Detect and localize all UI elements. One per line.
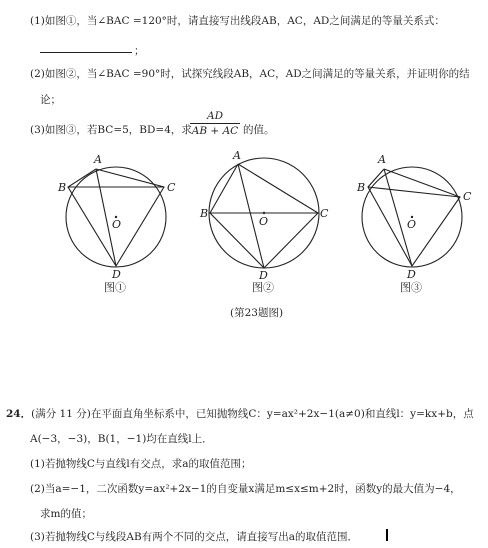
q24-part2-line1: (2)当a=−1，二次函数y=ax²+2x−1的自变量x满足m≤x≤m+2时，函数y的最大值为−4， (30, 483, 461, 495)
fig1-label-b: B (58, 181, 67, 194)
fig3-label-b: B (357, 181, 366, 194)
q24-part3: (3)若抛物线C与线段AB有两个不同的交点，请直接写出a的取值范围． (30, 531, 358, 543)
fig2-label-b: B (200, 207, 209, 220)
q23-part2-line2: 论； (40, 94, 61, 106)
q23-part1: (1)如图①，当∠BAC =120°时，请直接写出线段AB，AC，AD之间满足的等量关系式： (30, 15, 445, 27)
q23-answer-blank[interactable] (40, 52, 132, 53)
fraction-denominator: AB + AC (191, 125, 239, 137)
q24-part1: (1)若抛物线C与直线l有交点，求a的取值范围； (30, 458, 252, 470)
fig3-label-a: A (378, 153, 386, 166)
q24-line1 (6, 406, 474, 421)
q24-part2-line2: 求m的值； (40, 508, 92, 520)
q23-part3-fraction (190, 110, 240, 137)
fraction-numerator: AD (206, 110, 223, 122)
fig1-label-d: D (112, 268, 121, 281)
fig1-label-a: A (94, 153, 102, 166)
fig2-label-o: O (259, 215, 269, 228)
fig2-label-c: C (320, 207, 329, 220)
q23-part1-end: ； (134, 45, 145, 57)
fig2-center-dot (263, 212, 265, 214)
q23-part3-suffix: 的值。 (243, 124, 275, 136)
fig1-label-c: C (167, 181, 176, 194)
fig1-caption: 图① (104, 281, 126, 294)
fraction-bar (190, 123, 240, 124)
fig3-caption: 图③ (400, 281, 422, 294)
fig1-label-o: O (112, 218, 122, 231)
q24-line2: A(−3，−3)，B(1，−1)均在直线l上． (30, 433, 213, 445)
text-cursor (386, 529, 388, 541)
q24-number: 24． (6, 408, 32, 420)
fig3-label-o: O (407, 218, 417, 231)
q23-part3-prefix: (3)如图③，若BC=5，BD=4，求 (30, 124, 192, 136)
q23-part2-line1: (2)如图②，当∠BAC =90°时，试探究线段AB，AC，AD之间满足的等量关系，并证明你的结 (30, 68, 470, 80)
fig3-label-d: D (407, 268, 416, 281)
q24-stem-line1: (满分 11 分)在平面直角坐标系中，已知抛物线C：y=ax²+2x−1(a≠0)和直线l：y=kx+b，点 (31, 408, 474, 420)
q23-figure-caption: (第23题图) (230, 307, 284, 319)
fig2-caption: 图② (252, 281, 274, 294)
fig3-label-c: C (463, 190, 472, 203)
fig2-label-d: D (259, 269, 268, 282)
fig2-label-a: A (233, 149, 241, 162)
